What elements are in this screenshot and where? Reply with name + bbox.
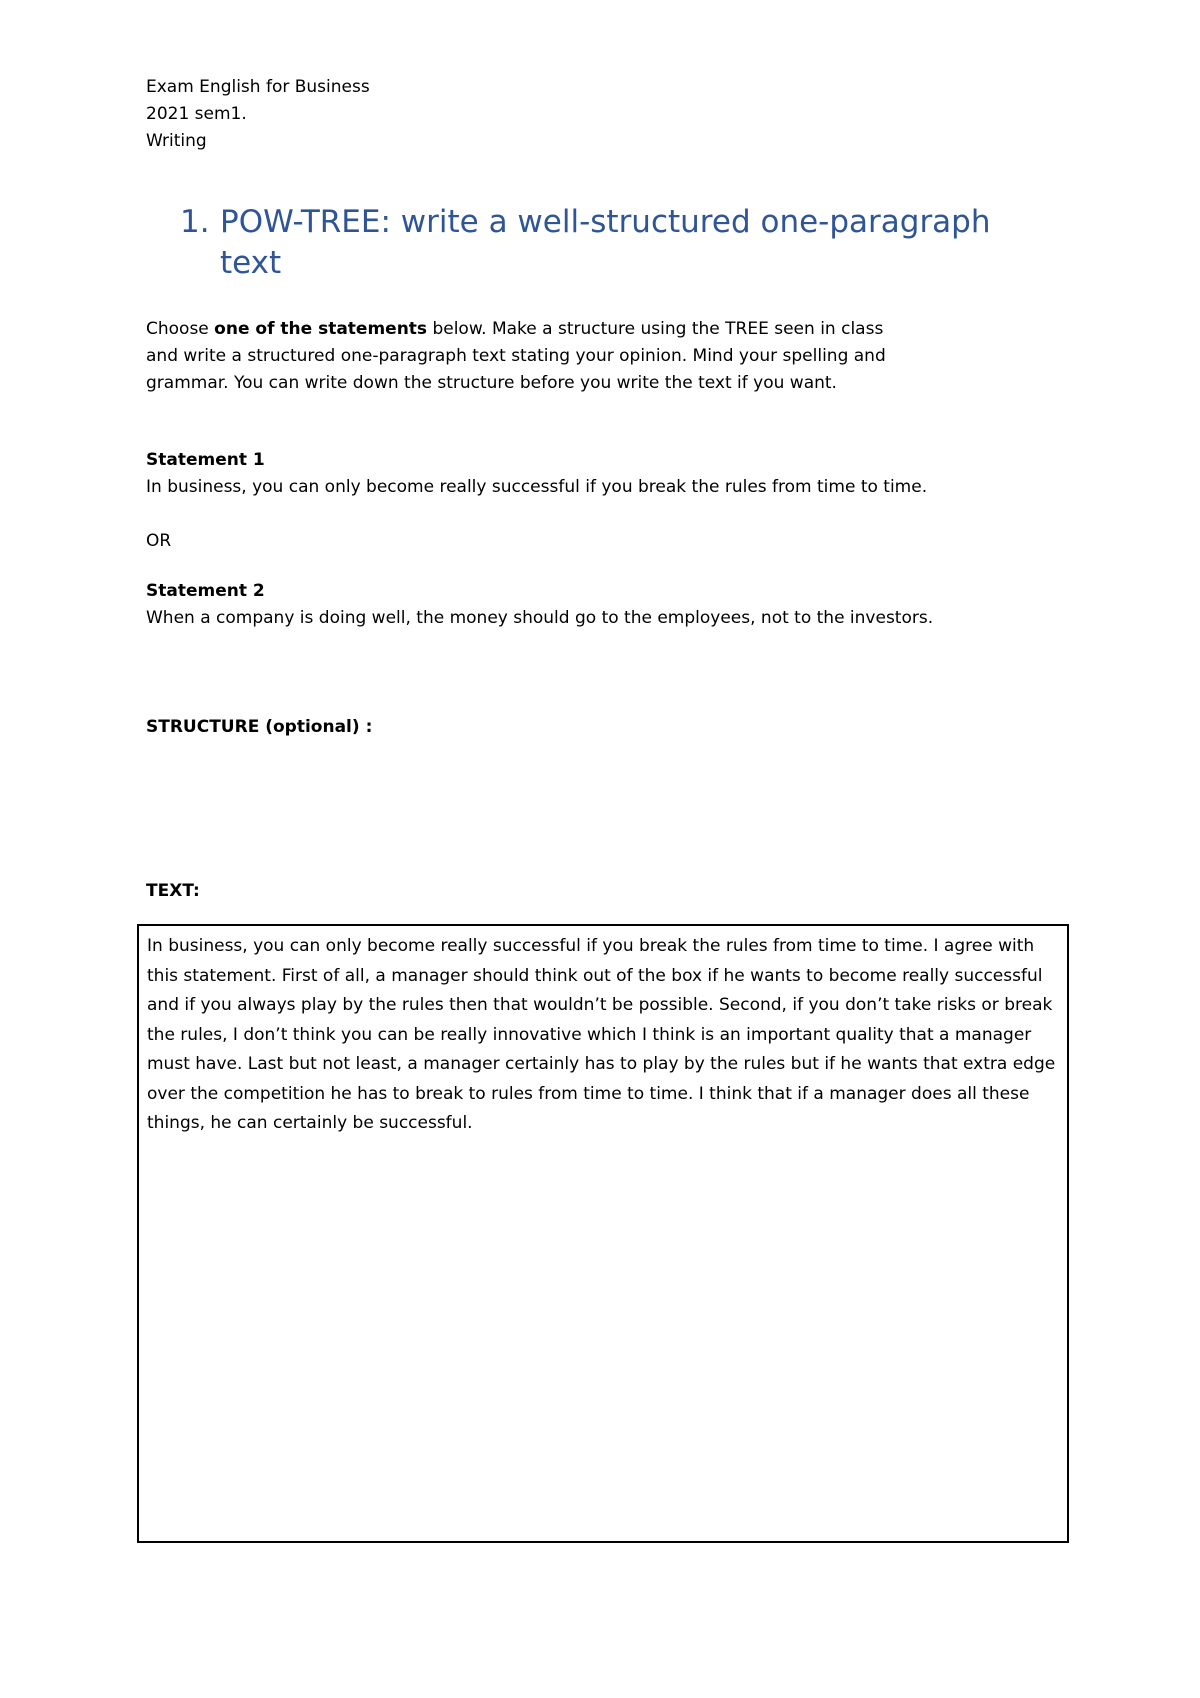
- or-label: OR: [146, 531, 172, 551]
- section-heading: [180, 202, 1040, 284]
- exam-section: Writing: [146, 131, 207, 151]
- instructions-body: below. Make a structure using the TREE seen in class and write a structured one-paragraph text stating your opinion. Mind your spelling and grammar. You can write down the structure before you write the text if you want.: [146, 319, 886, 393]
- answer-text-box[interactable]: [137, 924, 1069, 1543]
- text-label: TEXT:: [146, 881, 200, 901]
- instructions-paragraph: [146, 316, 906, 397]
- section-title: POW-TREE: write a well-structured one-paragraph text: [220, 204, 991, 281]
- structure-label: STRUCTURE (optional) :: [146, 717, 373, 737]
- statement-1-text: In business, you can only become really successful if you break the rules from time to time.: [146, 477, 928, 497]
- exam-term: 2021 sem1.: [146, 104, 247, 124]
- section-number: 1.: [180, 204, 210, 240]
- exam-title: Exam English for Business: [146, 77, 370, 97]
- statement-2-text: When a company is doing well, the money should go to the employees, not to the investors.: [146, 608, 934, 628]
- document-header: [146, 74, 370, 155]
- instructions-lead: Choose: [146, 319, 215, 339]
- answer-text: In business, you can only become really successful if you break the rules from time to time. I agree with this statement. First of all, a manager should think out of the box if he wants to become really successful and if you always play by the rules then that wouldn’t be possible. Second, if you don’t take risks or break the rules, I don’t think you can be really innovative which I think is an important quality that a manager must have. Last but not least, a manager certainly has to play by the rules but if he wants that extra edge over the competition he has to break to rules from time to time. I think that if a manager does all these things, he can certainly be successful.: [147, 936, 1056, 1133]
- instructions-emphasis: one of the statements: [214, 319, 428, 339]
- statement-2-title: Statement 2: [146, 581, 265, 601]
- statement-1-title: Statement 1: [146, 450, 265, 470]
